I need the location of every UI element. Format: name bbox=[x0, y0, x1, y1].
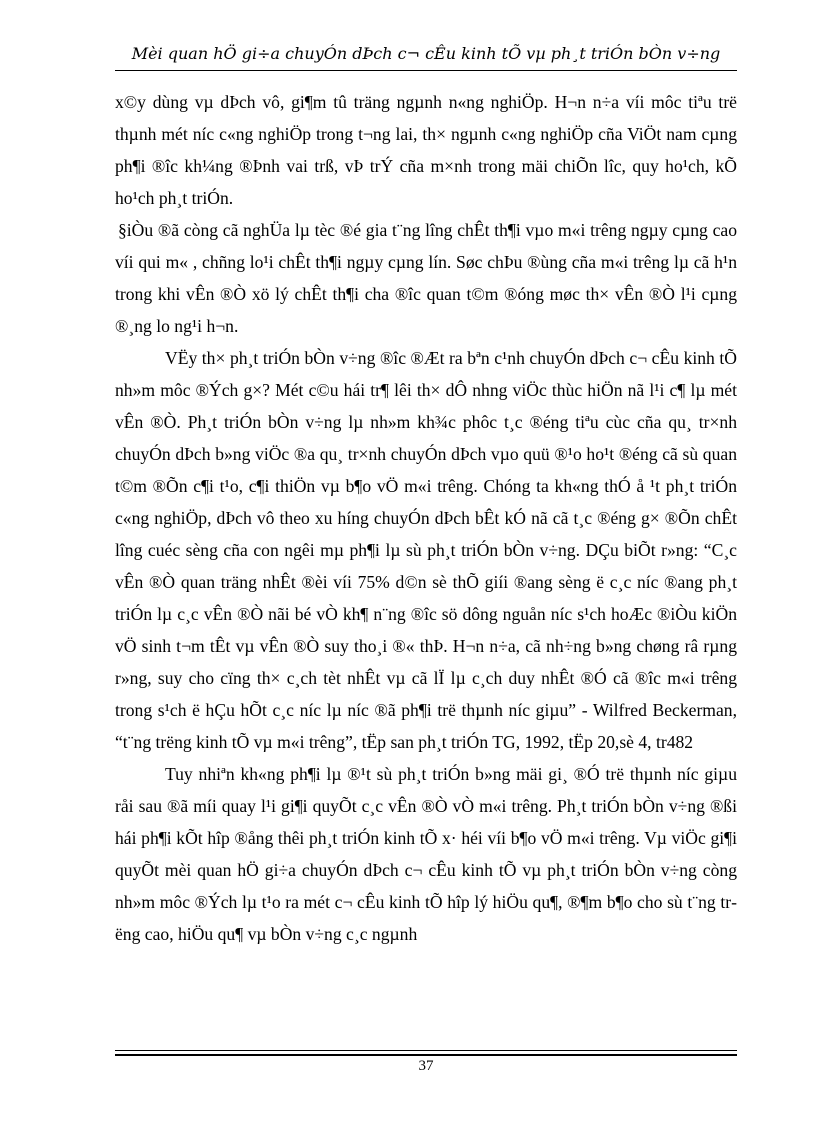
paragraph-3: VËy th× ph¸t triÓn bÒn v÷ng ®îc ®Æt ra bªn c¹nh chuyÓn dÞch c¬ cÊu kinh tÕ nh»m môc ®Ých g×? Mét c©u hái tr¶ lêi th× dÔ nhng viÖc thùc hiÖn nã l¹i c¶ lµ mét vÊn ®Ò. Ph¸t triÓn bÒn v÷ng lµ nh»m kh¾c phôc t¸c ®éng tiªu cùc cña qu¸ tr×nh chuyÓn dÞch b»ng viÖc ®a qu¸ tr×nh chuyÓn dÞch vµo quü ®¹o ho¹t ®éng cã sù quan t©m ®Õn c¶i t¹o, c¶i thiÖn vµ b¶o vÖ m«i trêng. Chóng ta kh«ng thÓ å ¹t ph¸t triÓn c«ng nghiÖp, dÞch vô theo xu híng chuyÓn dÞch bÊt kÓ nã cã t¸c ®éng g× ®Õn chÊt lîng cuéc sèng cña con ngêi mµ ph¶i lµ sù ph¸t triÓn bÒn v÷ng. DÇu biÕt r»ng: “C¸c vÊn ®Ò quan träng nhÊt ®èi víi 75% d©n sè thÕ giíi ®ang sèng ë c¸c níc ®ang ph¸t triÓn lµ c¸c vÊn ®Ò nãi bé vÒ kh¶ n¨ng ®îc sö dông nguån níc s¹ch hoÆc ®iÒu kiÖn vÖ sinh t¬m tÊt vµ vÊn ®Ò suy tho¸i ®« thÞ. H¬n n÷a, cã nh÷ng b»ng chøng râ rµng r»ng, suy cho cïng th× c¸ch tèt nhÊt vµ cã lÏ lµ c¸ch duy nhÊt ®Ó cã ®îc m«i trêng trong s¹ch ë hÇu hÕt c¸c níc lµ níc ®ã ph¶i trë thµnh níc giµu” - Wilfred Beckerman, “t¨ng trëng kinh tÕ vµ m«i trêng”, tËp san ph¸t triÓn TG, 1992, tËp 20,sè 4, tr482 bbox=[115, 348, 737, 752]
footer-rule-bottom bbox=[115, 1054, 737, 1056]
running-header-title: Mèi quan hÖ gi÷a chuyÓn dÞch c¬ cÊu kinh tÕ vµ ph¸t triÓn bÒn v÷ng bbox=[131, 44, 721, 63]
paragraph-4: Tuy nhiªn kh«ng ph¶i lµ ®¹t sù ph¸t triÓn b»ng mäi gi¸ ®Ó trë thµnh níc giµu råi sau ®ã míi quay l¹i gi¶i quyÕt c¸c vÊn ®Ò vÒ m«i trêng. Ph¸t triÓn bÒn v÷ng ®ßi hái ph¶i kÕt hîp ®ång thêi ph¸t triÓn kinh tÕ x· héi víi b¶o vÖ m«i trêng. Vµ viÖc gi¶i quyÕt mèi quan hÖ gi÷a chuyÓn dÞch c¬ cÊu kinh tÕ vµ ph¸t triÓn bÒn v÷ng còng nh»m môc ®Ých lµ t¹o ra mét c¬ cÊu kinh tÕ hîp lý hiÖu qu¶, ®¶m b¶o cho sù t¨ng trëng cao, hiÖu qu¶ vµ bÒn v÷ng c¸c ngµnh bbox=[115, 764, 737, 944]
footer-rule-top bbox=[115, 1050, 737, 1051]
paragraph-1: x©y dùng vµ dÞch vô, gi¶m tû träng ngµnh n«ng nghiÖp. H¬n n÷a víi môc tiªu trë thµnh mét níc c«ng nghiÖp trong t¬ng lai, th× ngµnh c«ng nghiÖp cña ViÖt nam cµng ph¶i ®îc kh¼ng ®Þnh vai trß, vÞ trÝ cña m×nh trong mäi chiÕn lîc, quy ho¹ch, kÕ ho¹ch ph¸t triÓn. bbox=[115, 92, 737, 208]
page-number: 37 bbox=[418, 1058, 434, 1074]
header-rule bbox=[115, 70, 737, 71]
body-text bbox=[115, 86, 737, 950]
paragraph-2: §iÒu ®ã còng cã nghÜa lµ tèc ®é gia t¨ng lîng chÊt th¶i vµo m«i trêng ngµy cµng cao víi qui m« , chñng lo¹i chÊt th¶i ngµy cµng lín. Søc chÞu ®ùng cña m«i trêng lµ cã h¹n trong khi vÊn ®Ò xö lý chÊt th¶i cha ®îc quan t©m ®óng møc th× vÊn ®Ò l¹i cµng ®¸ng lo ng¹i h¬n. bbox=[115, 220, 737, 336]
